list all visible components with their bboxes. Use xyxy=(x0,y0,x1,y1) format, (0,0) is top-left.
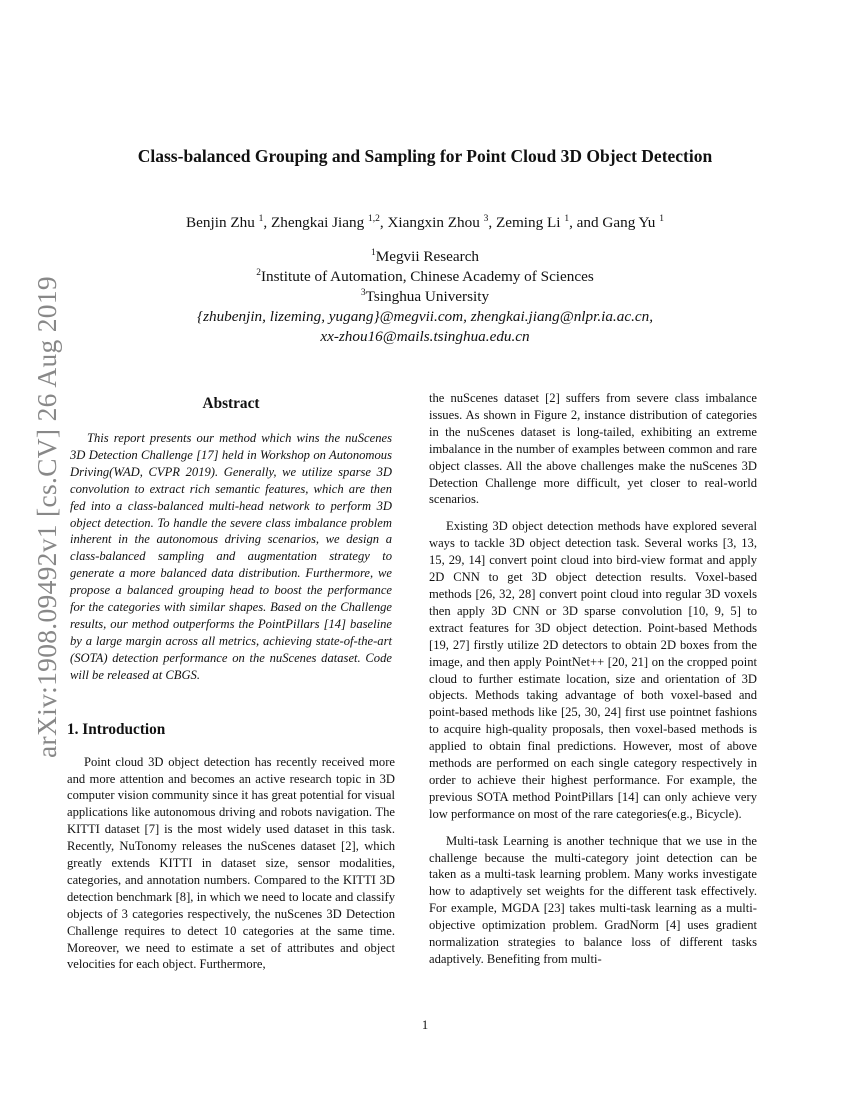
author-emails-line-1: {zhubenjin, lizeming, yugang}@megvii.com, zhengkai.jiang@nlpr.ia.ac.cn, xyxy=(197,308,653,325)
affiliation-name: Megvii Research xyxy=(375,248,480,265)
section-heading-introduction: 1. Introduction xyxy=(67,720,166,738)
author-affiliation-mark: 1 xyxy=(258,214,264,224)
body-paragraph: Multi-task Learning is another technique that we use in the challenge because the multi-category joint detection can be taken as a multi-task learning problem. Many works investigate how to adaptively set weights for the different task effectively. For example, MGDA [23] takes multi-task learning as a multi-objective optimization problem. GradNorm [4] uses gradient normalization strategies to balance loss of different tasks adaptively. Benefiting from multi- xyxy=(429,833,757,966)
author-emails-line-2: xx-zhou16@mails.tsinghua.edu.cn xyxy=(320,328,530,345)
affiliation-mark: 1 xyxy=(370,248,376,258)
affiliation-mark: 2 xyxy=(256,268,261,278)
author-affiliation-mark: 1,2 xyxy=(367,214,380,224)
author-name: Benjin Zhu xyxy=(186,214,255,231)
affiliation-block xyxy=(0,247,850,347)
author-separator: , xyxy=(488,214,496,231)
body-paragraph: Existing 3D object detection methods have explored several ways to tackle 3D object detection task. Several works [3, 13, 15, 29, 14] convert point cloud into bird-view format and apply 2D CNN to get 3D object detection results. Voxel-based methods [26, 32, 28] convert point cloud into regular 3D voxels then apply 3D CNN or 3D sparse convolution [10, 9, 5] to extract features for 3D object detection. Point-based Methods [19, 27] firstly utilize 2D detectors to obtain 2D boxes from the image, and then apply PointNet++ [20, 21] on the cropped point cloud to further estimate location, size and orientation of 3D objects. Methods taking advantage of both voxel-based and point-based methods like [25, 30, 24] first use pointnet fashions to acquire high-quality proposals, then voxel-based methods is applied to obtain final predictions. However, most of above methods are performed on each single category respectively in order to achieve their highest performance. For example, the previous SOTA method PointPillars [14] can only achieve very low performance on most of the rare categories(e.g., Bicycle). xyxy=(429,519,757,821)
author-name: Gang Yu xyxy=(602,214,656,231)
affiliation-name: Institute of Automation, Chinese Academy of Sciences xyxy=(260,268,594,285)
author-name: Xiangxin Zhou xyxy=(387,214,480,231)
author-name: Zhengkai Jiang xyxy=(270,214,365,231)
author-name: Zeming Li xyxy=(495,214,561,231)
affiliation-name: Tsinghua University xyxy=(365,288,490,305)
body-paragraph: Point cloud 3D object detection has recently received more and more attention and becomes an active research topic in 3D computer vision community since it has great potential for visual applications like autonomous driving and robots navigation. The KITTI dataset [7] is the most widely used dataset in this task. Recently, NuTonomy releases the nuScenes dataset [2], which greatly extends KITTI in dataset size, sensor modalities, categories, and annotation numbers. Compared to the KITTI 3D detection benchmark [8], in which we need to locate and classify objects of 3 categories respectively, the nuScenes 3D Detection Challenge requires to detect 10 categories at the same time. Moreover, we need to estimate a set of attributes and object velocities for each object. Furthermore, xyxy=(67,754,395,972)
affiliation xyxy=(0,267,850,287)
author-affiliation-mark: 1 xyxy=(659,214,664,224)
author-separator: , xyxy=(379,214,388,231)
affiliation xyxy=(0,247,850,267)
paper-title: Class-balanced Grouping and Sampling for Point Cloud 3D Object Detection xyxy=(137,146,713,166)
abstract-text: This report presents our method which wins the nuScenes 3D Detection Challenge [17] held in Workshop on Autonomous Driving(WAD, CVPR 2019). Generally, we utilize sparse 3D convolution to extract rich semantic features, which are then fed into a class-balanced multi-head network to perform 3D object detection. To handle the severe class imbalance problem inherent in the autonomous driving scenarios, we design a class-balanced sampling and augmentation strategy to generate a more balanced data distribution. Furthermore, we propose a balanced grouping head to boost the performance for the categories with similar shapes. Based on the Challenge results, our method outperforms the PointPillars [14] baseline by a large margin across all metrics, achieving state-of-the-art (SOTA) detection performance on the nuScenes dataset. Code will be released at CBGS. xyxy=(70,431,392,682)
left-column xyxy=(67,390,395,973)
arxiv-id: arXiv:1908.09492v1 [cs.CV] 26 Aug 2019 xyxy=(31,276,62,758)
affiliation xyxy=(0,287,850,307)
abstract-heading: Abstract xyxy=(202,395,260,412)
right-column xyxy=(429,390,757,968)
page-number: 1 xyxy=(421,1018,429,1032)
affiliation-mark: 3 xyxy=(360,288,366,298)
body-paragraph: the nuScenes dataset [2] suffers from severe class imbalance issues. As shown in Figure 2, instance distribution of categories in the nuScenes dataset is long-tailed, exhibiting an extreme imbalance in the number of examples between common and rare object classes. All the above challenges make the nuScenes 3D Detection Challenge more difficult, yet closer to real-world scenarios. xyxy=(429,391,757,507)
author-separator: , xyxy=(263,214,271,231)
author-separator: , and xyxy=(569,214,603,231)
author-affiliation-mark: 1 xyxy=(564,214,570,224)
author-affiliation-mark: 3 xyxy=(483,214,489,224)
author-list xyxy=(0,214,850,232)
